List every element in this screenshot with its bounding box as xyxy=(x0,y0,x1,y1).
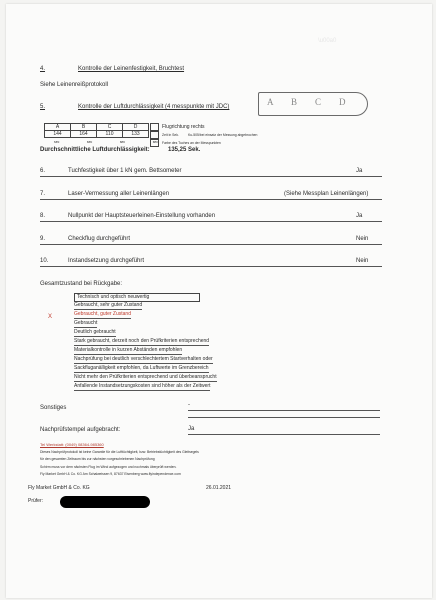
avg-value: 135,25 Sek. xyxy=(168,147,201,153)
condition-item: Gebraucht, sehr guter Zustand xyxy=(74,302,143,308)
measurement-points-diagram xyxy=(258,92,368,116)
row-value: (Siehe Messplan Leinenlängen) xyxy=(284,191,369,197)
section5-number: 5. xyxy=(40,104,46,110)
condition-item: Materialkontrolle in kurzen Abständen empfohlen xyxy=(74,347,183,353)
unit-note: Zeit in Sek. xyxy=(162,133,179,137)
value-a: 144 xyxy=(45,131,71,138)
row-underline xyxy=(40,176,382,177)
row-label: Nullpunkt der Hauptsteuerleinen-Einstellung vorhanden xyxy=(68,213,216,219)
condition-item-selected: Gebraucht, guter Zustand xyxy=(74,311,131,317)
row-number: 9. xyxy=(40,236,46,242)
condition-item: Deutlich gebraucht xyxy=(74,329,116,335)
sonstiges-label: Sonstiges xyxy=(40,405,67,411)
row-number: 7. xyxy=(40,191,46,197)
row-number: 8. xyxy=(40,213,46,219)
bleed-through-text: \u00a0 xyxy=(318,38,337,44)
row-label: Laser-Vermessung aller Leinenlängen xyxy=(68,191,170,197)
document-page xyxy=(6,4,432,598)
company-address: Fly Market GmbH & Co. KG Am Schalweissen 9, 87637 Eisenberg www.flyindependence.com xyxy=(40,472,181,476)
overall-heading: Gesamtzustand bei Rückgabe: xyxy=(40,281,123,287)
workshop-phone: Tel Werkstatt: (0049) 08364-985360 xyxy=(40,442,104,447)
permeability-table xyxy=(44,123,149,138)
point-a-label: A xyxy=(267,97,274,107)
section4-number: 4. xyxy=(40,66,46,72)
condition-item: Gebraucht xyxy=(74,320,98,326)
row-value: Ja xyxy=(356,168,363,174)
col-a-header: A xyxy=(45,124,71,131)
sonstiges-line-2 xyxy=(188,417,380,418)
row-label: Checkflug durchgeführt xyxy=(68,236,131,242)
condition-item: Nachprüfung bei deutlich verschlechtertem Startverhalten oder xyxy=(74,356,213,362)
sonstiges-line-1 xyxy=(188,410,380,411)
report-date: 26.01.2021 xyxy=(206,485,232,491)
disclaimer-line-1: Dieses Nachprüfprotokoll ist keine Garantie für die Lufttüchtigkeit, bzw. Betriebstüchtigkeit des Gleitsegels xyxy=(40,450,199,454)
row-value: Nein xyxy=(356,258,369,264)
point-d-label: D xyxy=(339,97,346,107)
fabric-note: Farbe des Tuches an der Messpunkten xyxy=(162,141,221,145)
table-value-row xyxy=(45,131,149,138)
fabric-checkbox xyxy=(150,139,159,147)
row-label: Tuchfestigkeit über 1 kN gem. Bettsometer xyxy=(68,168,182,174)
unit-checkbox xyxy=(150,131,159,139)
stamp-value: Ja xyxy=(188,426,195,432)
unit-row xyxy=(54,140,158,144)
disclaimer-line-2: für den gesamten Zeitraum bis zur nächsten vorgeschriebenen Nachprüfung xyxy=(40,457,155,461)
value-c: 110 xyxy=(97,131,123,138)
unit-c: sec xyxy=(119,140,126,144)
section5-title: Kontrolle der Luftdurchlässigkeit (4 messpunkte mit JDC) xyxy=(78,104,230,110)
point-c-label: C xyxy=(315,97,322,107)
disclaimer-line-3: Schirm muss vor dem nächsten Flug im Wind aufgezogen und nochmals überprüft werden. xyxy=(40,465,177,469)
condition-item: Sackfluganälligkeit empfohlen, da Luftwerte im Grenzbereich xyxy=(74,365,209,371)
selected-mark: X xyxy=(48,314,53,320)
protocol-note: Siehe Leinenreißprotokoll xyxy=(40,82,109,88)
row-underline xyxy=(40,244,382,245)
row-underline xyxy=(40,199,382,200)
company-name: Fly Market GmbH & Co. KG xyxy=(28,485,90,491)
row-number: 10. xyxy=(40,258,49,264)
value-d: 133 xyxy=(123,131,149,138)
unit-a: sec xyxy=(54,140,60,144)
section4-title: Kontrolle der Leinenfestigkeit, Bruchtest xyxy=(78,66,185,72)
unit-d: sec xyxy=(152,140,158,144)
flow-direction-label: Flugrichtung rechts xyxy=(162,124,205,130)
condition-item: Nicht mehr den Prüfkriterien entsprechend und überbeansprucht xyxy=(74,374,217,380)
row-underline xyxy=(40,221,382,222)
row-value: Ja xyxy=(356,213,363,219)
value-b: 164 xyxy=(71,131,97,138)
col-d-header: D xyxy=(123,124,149,131)
unit-b: sec xyxy=(86,140,93,144)
point-b-label: B xyxy=(291,97,298,107)
condition-item: Anfallende Instandsetzungskosten sind höher als der Zeitwert xyxy=(74,383,211,389)
sonstiges-value: - xyxy=(188,402,190,408)
redacted-signature xyxy=(60,496,150,508)
condition-item: Technisch und optisch neuwertig xyxy=(74,293,200,302)
condition-item: Stark gebraucht, derzeit noch den Prüfkriterien entsprechend xyxy=(74,338,210,344)
row-number: 6. xyxy=(40,168,46,174)
jdc-note: Ku-505/bei einsatz der Messung abgebrochen xyxy=(188,133,258,137)
row-underline xyxy=(40,266,382,267)
flow-direction-checkbox xyxy=(150,123,159,131)
col-b-header: B xyxy=(71,124,97,131)
pruefer-label: Prüfer: xyxy=(28,498,44,504)
stamp-label: Nachprüfstempel aufgebracht: xyxy=(40,427,121,433)
avg-label: Durchschnittliche Luftdurchlässigkeit: xyxy=(40,147,150,153)
stamp-line xyxy=(188,434,380,435)
col-c-header: C xyxy=(97,124,123,131)
row-value: Nein xyxy=(356,236,369,242)
table-header-row xyxy=(45,124,149,131)
row-label: Instandsetzung durchgeführt xyxy=(68,258,145,264)
